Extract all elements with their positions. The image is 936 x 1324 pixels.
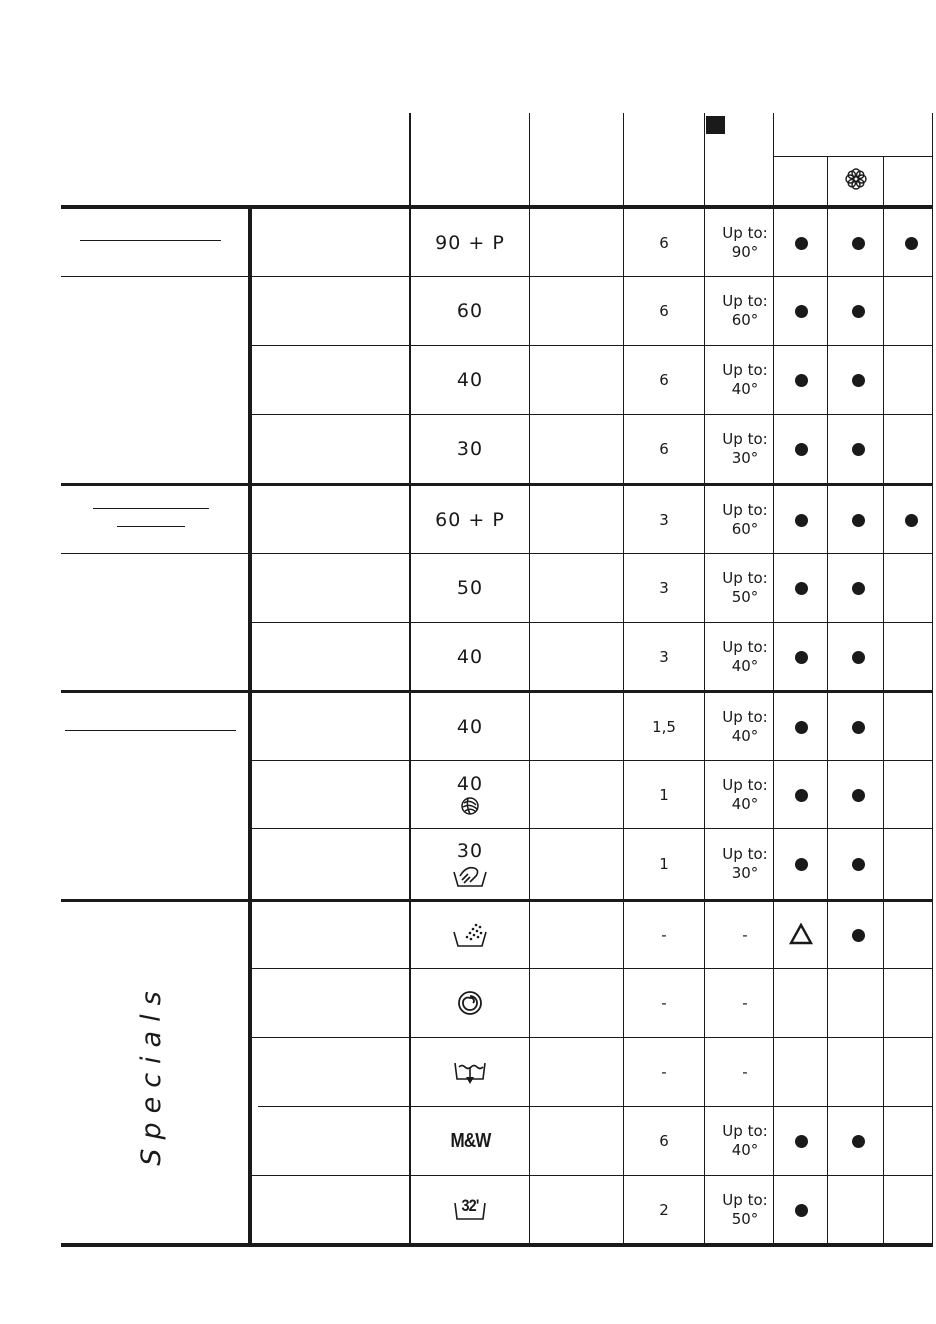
suitable-dot [905,514,918,527]
load-value: - [661,926,667,944]
programme-cell [411,209,529,276]
table-row [0,1176,936,1243]
hand-wash-icon [452,862,488,888]
programme-cell [411,902,529,968]
max-temperature-text: Up to: [722,637,768,656]
warning-triangle-icon [789,923,813,945]
load-value: 6 [659,233,669,252]
max-temperature-cell [705,346,785,414]
suitable-dot [852,651,865,664]
table-row [0,1107,936,1175]
suitable-dot [852,721,865,734]
suitable-dot [795,789,808,802]
temperature-label: 40 [456,369,484,391]
max-temperature-text: 40° [731,794,759,813]
table-row [0,761,936,828]
spin-icon [457,990,483,1016]
suitable-dot [795,582,808,595]
max-temperature-text: Up to: [722,707,768,726]
programme-cell [411,761,529,828]
load-value: - [661,1063,667,1081]
suitable-dot [852,374,865,387]
suitable-dot [795,721,808,734]
temperature-label: 40 [456,715,484,738]
suitable-dot [852,582,865,595]
programme-cell [411,415,529,483]
programme-cell [411,346,529,414]
max-temperature-text: - [742,1062,748,1081]
max-temperature-cell [705,1107,785,1175]
mix-and-wash-icon: M&W [450,1129,490,1152]
programme-cell [411,1038,529,1106]
programme-cell [411,1176,529,1243]
max-temperature-text: 40° [731,656,759,675]
max-temperature-cell [705,209,785,276]
load-value: 1 [659,785,669,804]
programme-cell [411,486,529,553]
max-temperature-text: Up to: [722,430,768,448]
suitable-dot [852,514,865,527]
suitable-dot [795,237,808,250]
rinse-icon [452,922,488,948]
load-value: 3 [659,510,669,529]
max-temperature-text: Up to: [722,223,768,242]
max-temperature-cell [705,829,785,899]
suitable-dot [795,858,808,871]
max-temperature-text: 90° [731,242,759,261]
suitable-dot [795,514,808,527]
load-value: 6 [659,371,669,389]
max-temperature-cell [705,623,785,690]
max-temperature-cell [705,902,785,968]
max-temperature-text: 40° [731,380,759,398]
table-row [0,277,936,345]
table-row [0,969,936,1037]
suitable-dot [852,237,865,250]
temperature-label: 90 + P [435,231,505,254]
max-temperature-text: 50° [731,1209,759,1228]
programme-cell [411,829,529,899]
load-value: 6 [659,440,669,458]
temperature-label: 60 + P [435,508,505,531]
max-temperature-text: 30° [731,449,759,467]
suitable-dot [852,305,865,318]
load-value: 1 [659,855,669,873]
max-temperature-cell [705,761,785,828]
temperature-label: 30 [456,438,484,460]
flower-icon [845,168,867,190]
suitable-dot [795,305,808,318]
temperature-label: 40 [456,772,484,795]
max-temperature-text: 40° [731,726,759,745]
load-value: 6 [659,302,669,320]
max-temperature-cell [705,486,785,553]
suitable-dot [795,443,808,456]
max-temperature-cell [705,1038,785,1106]
table-row [0,554,936,622]
suitable-dot [852,929,865,942]
max-temperature-text: 60° [731,519,759,538]
programme-cell [411,693,529,760]
load-value: 2 [659,1200,669,1219]
suitable-dot [795,1204,808,1217]
drain-icon [453,1059,487,1085]
table-row [0,693,936,760]
max-temperature-cell [705,415,785,483]
group-line [61,1243,933,1247]
suitable-dot [852,858,865,871]
suitable-dot [795,651,808,664]
load-value: 6 [659,1132,669,1150]
quick-wash-tub-icon [454,1197,486,1223]
table-row [0,1038,936,1106]
suitable-dot [795,374,808,387]
max-temperature-text: Up to: [722,1122,768,1140]
table-row [0,829,936,899]
programme-cell [411,277,529,345]
temperature-label: 40 [456,645,484,668]
table-row [0,209,936,276]
table-row [0,346,936,414]
load-value: 1,5 [652,717,676,736]
temperature-label: 30 [456,840,484,862]
suitable-dot [852,789,865,802]
max-temperature-text: - [742,925,748,944]
quick-32-icon: 32' [461,1195,479,1215]
specials-label: Specials [136,982,167,1166]
max-temperature-text: Up to: [722,292,768,310]
max-temperature-text: 30° [731,864,759,882]
programme-cell [411,554,529,622]
max-temperature-cell [705,1176,785,1243]
header-subline [773,156,933,157]
suitable-dot [852,443,865,456]
max-temperature-text: Up to: [722,845,768,863]
programme-cell [411,969,529,1037]
max-temperature-text: 50° [731,588,759,606]
table-row [0,623,936,690]
table-row [0,902,936,968]
max-temperature-cell [705,554,785,622]
max-temperature-text: - [742,993,748,1012]
max-temperature-text: Up to: [722,1190,768,1209]
suitable-dot [905,237,918,250]
max-temperature-cell [705,693,785,760]
max-temperature-cell [705,277,785,345]
max-temperature-text: Up to: [722,775,768,794]
table-row [0,415,936,483]
programme-cell [411,1107,529,1175]
max-temperature-text: 40° [731,1141,759,1159]
max-temperature-text: 60° [731,311,759,329]
load-value: - [661,994,667,1012]
suitable-dot [795,1135,808,1148]
suitable-dot [852,1135,865,1148]
max-temperature-cell [705,969,785,1037]
max-temperature-text: Up to: [722,569,768,587]
max-temperature-text: Up to: [722,500,768,519]
table-row [0,486,936,553]
temperature-label: 50 [456,577,484,599]
programme-cell [411,623,529,690]
temperature-label: 60 [456,300,484,322]
max-temperature-text: Up to: [722,361,768,379]
load-value: 3 [659,647,669,666]
black-square-icon [706,116,725,134]
load-value: 3 [659,579,669,597]
wool-ball-icon [459,795,481,817]
